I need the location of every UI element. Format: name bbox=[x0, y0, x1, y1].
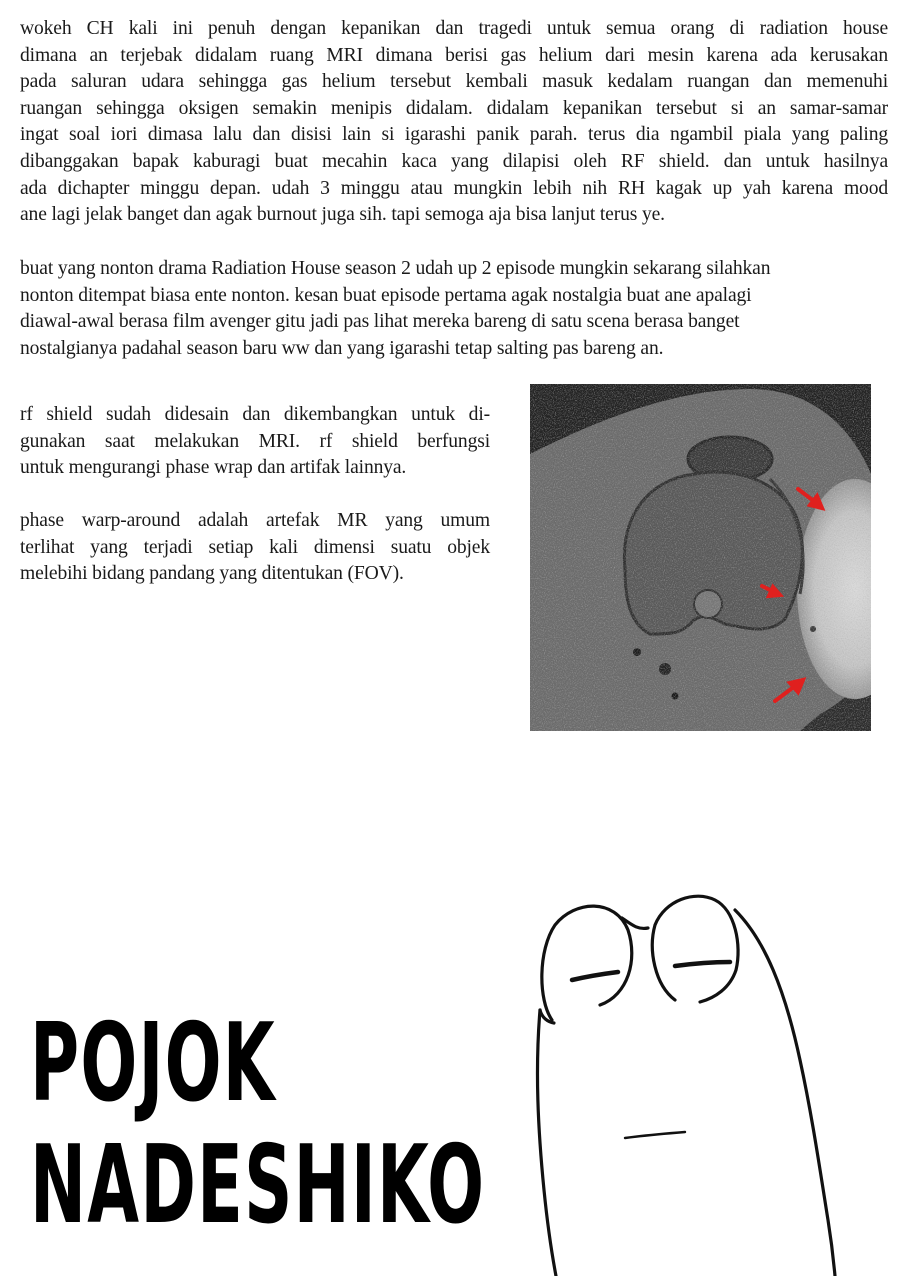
text-line: dimana an terjebak didalam ruang MRI dimana berisi gas helium dari mesin karena ada kerusakan bbox=[20, 44, 888, 66]
text-line: phase warp-around adalah artefak MR yang umum bbox=[20, 510, 490, 531]
text-line: nostalgianya padahal season baru ww dan yang igarashi tetap salting pas bareng an. bbox=[20, 337, 664, 359]
text-line: buat yang nonton drama Radiation House season 2 udah up 2 episode mungkin sekarang silahkan bbox=[20, 258, 771, 279]
right-eye bbox=[675, 962, 730, 966]
text-line: dibanggakan bapak kaburagi buat mecahin kaca yang dilapisi oleh RF shield. dan untuk hasilnya bbox=[20, 150, 888, 172]
left-eye bbox=[572, 972, 618, 980]
text-line: rf shield sudah didesain dan dikembangkan untuk di- bbox=[20, 404, 490, 425]
rf-shield-paragraph bbox=[20, 402, 490, 482]
text-line: diawal-awal berasa film avenger gitu jadi pas lihat mereka bareng di satu scena berasa banget bbox=[20, 311, 740, 333]
left-lens bbox=[542, 906, 632, 1020]
text-line: untuk mengurangi phase wrap dan artifak lainnya. bbox=[20, 457, 407, 479]
drama-paragraph bbox=[20, 256, 888, 362]
title-line-1: POJOK bbox=[30, 1001, 276, 1126]
mri-scan-image bbox=[530, 384, 871, 731]
text-line: melebihi bidang pandang yang ditentukan (FOV). bbox=[20, 563, 404, 585]
title-line-2: NADESHIKO bbox=[30, 1123, 486, 1248]
text-line: ada dichapter minggu depan. udah 3 minggu atau mungkin lebih nih RH kagak up yah karena mood bbox=[20, 177, 888, 199]
text-line: nonton ditempat biasa ente nonton. kesan buat episode pertama agak nostalgia buat ane apalagi bbox=[20, 284, 752, 306]
text-line: gunakan saat melakukan MRI. rf shield berfungsi bbox=[20, 430, 490, 452]
phase-wrap-paragraph bbox=[20, 508, 490, 588]
text-line: ingat soal iori dimasa lalu dan disisi lain si igarashi panik parah. terus dia ngambil piala yang paling bbox=[20, 124, 888, 146]
section-title bbox=[30, 1003, 485, 1247]
intro-paragraph bbox=[20, 16, 888, 229]
text-line: pada saluran udara sehingga gas helium tersebut kembali masuk kedalam ruangan dan memenuhi bbox=[20, 71, 888, 93]
text-line: ane lagi jelak banget dan agak burnout juga sih. tapi semoga aja bisa lanjut terus ye. bbox=[20, 204, 665, 226]
text-line: ruangan sehingga oksigen semakin menipis didalam. didalam kepanikan tersebut si an samar-samar bbox=[20, 97, 888, 119]
mouth bbox=[625, 1132, 685, 1138]
text-line: terlihat yang terjadi setiap kali dimensi suatu objek bbox=[20, 536, 490, 558]
mascot-illustration bbox=[520, 870, 907, 1276]
right-lens bbox=[652, 896, 738, 1002]
text-line: wokeh CH kali ini penuh dengan kepanikan dan tragedi untuk semua orang di radiation house bbox=[20, 18, 888, 39]
